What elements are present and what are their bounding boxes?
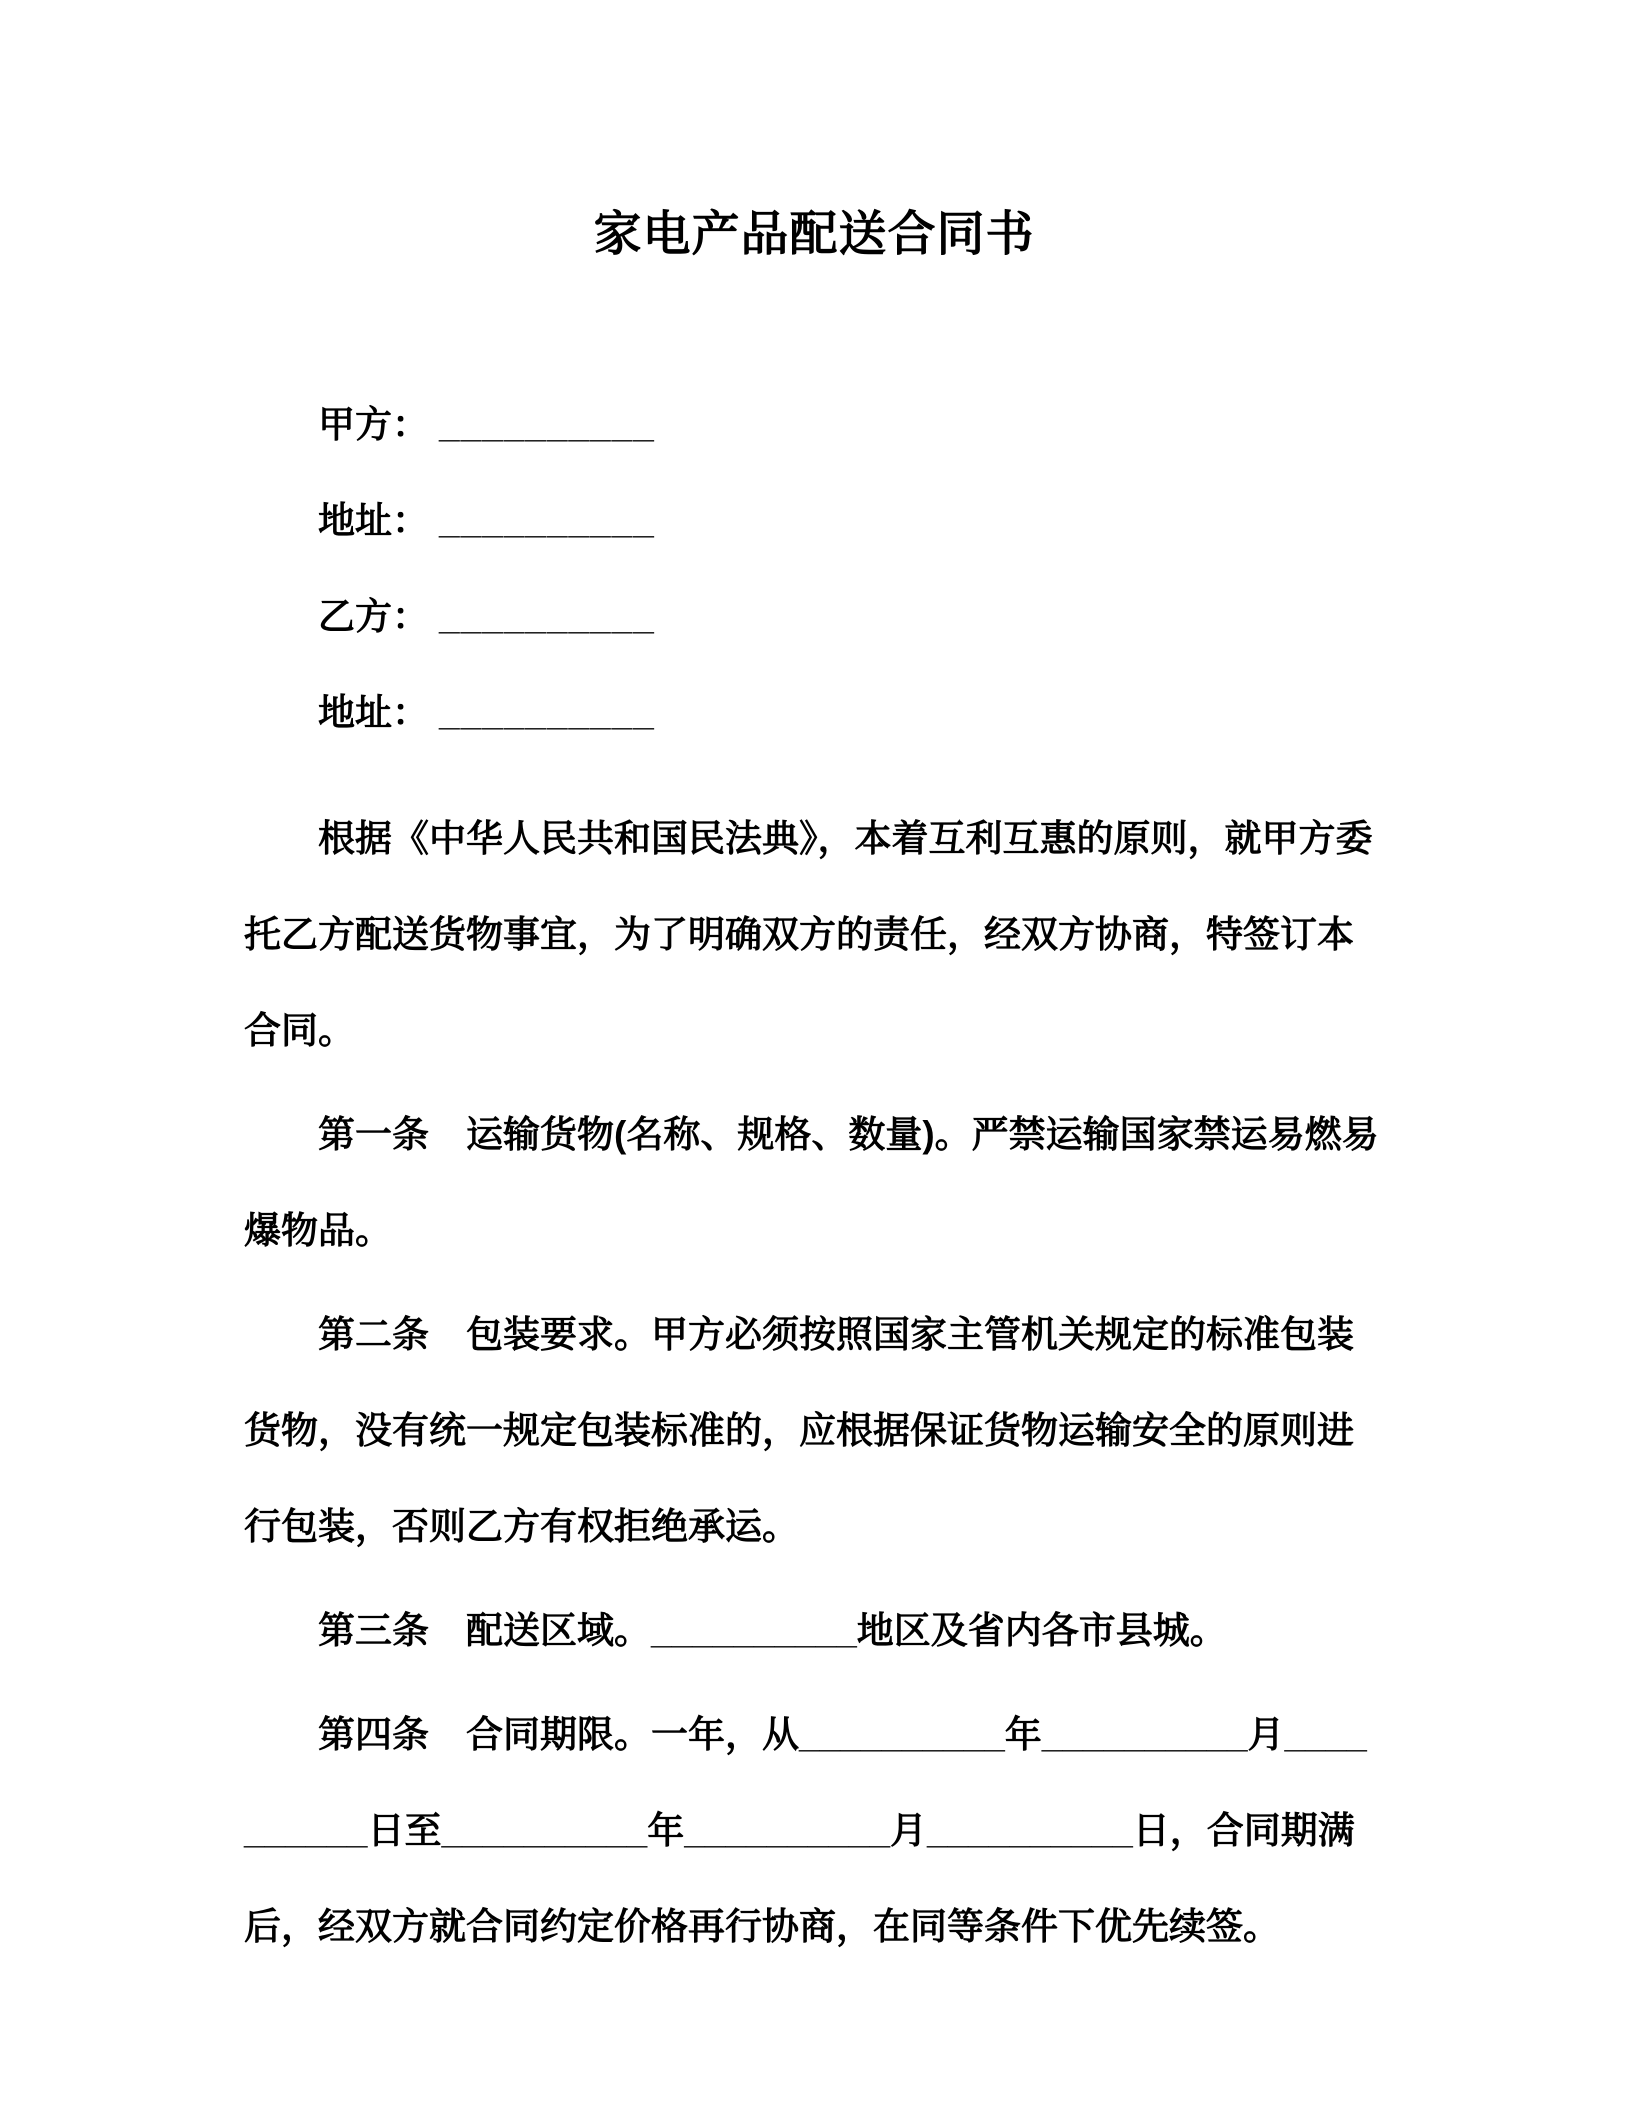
document-title: 家电产品配送合同书 [593,208,1035,261]
field-party-b [244,569,1384,665]
paragraph-article-4: 第四条 合同期限。一年，从__________年__________月__________日至__________年__________月__________日，合同期满后，经双方就合同约定价格再行协商，在同等条件下优先续签。 [244,1714,1367,1947]
field-address-a-blank-line: __________ [439,500,655,541]
paragraph-preamble: 根据《中华人民共和国民法典》，本着互利互惠的原则，就甲方委托乙方配送货物事宜，为了明确双方的责任，经双方协商，特签订本合同。 [244,818,1373,1051]
paragraph-article-2: 第二条 包装要求。甲方必须按照国家主管机关规定的标准包装货物，没有统一规定包装标准的，应根据保证货物运输安全的原则进行包装，否则乙方有权拒绝承运。 [244,1314,1354,1547]
field-party-b-blank-line: __________ [439,596,655,637]
field-address-b-blank-line: __________ [439,692,655,733]
field-party-b-label: 乙方： [318,596,429,637]
party-fields [244,377,1384,761]
paragraph-article-1: 第一条 运输货物(名称、规格、数量)。严禁运输国家禁运易燃易爆物品。 [244,1114,1379,1251]
field-party-a-label: 甲方： [318,404,429,445]
field-address-a-label: 地址： [318,500,429,541]
field-address-b-label: 地址： [318,692,429,733]
paragraph-article-3: 第三条 配送区域。__________地区及省内各市县城。 [318,1610,1227,1651]
field-party-a [244,377,1384,473]
field-party-a-blank-line: __________ [439,404,655,445]
field-address-b [244,665,1384,761]
field-address-a [244,473,1384,569]
